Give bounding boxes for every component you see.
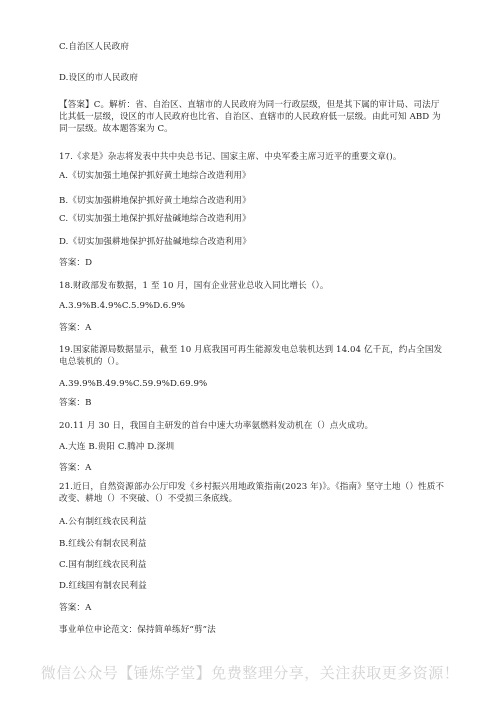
q20-stem: 20.11 月 30 日，我国自主研发的首台中速大功率氨燃料发动机在（）点火成功。 [59, 421, 374, 431]
q19-stem: 19.国家能源局数据显示，截至 10 月底我国可再生能源发电总装机达到 14.04 亿千瓦，约占全国发电总装机的（）。 [59, 345, 443, 367]
q17-option-d: D.《切实加强耕地保护抓好盐碱地综合改造利用》 [59, 237, 252, 247]
q17-option-c: C.《切实加强土地保护抓好盐碱地综合改造利用》 [59, 214, 251, 224]
q17-stem: 17.《求是》杂志将发表中共中央总书记、国家主席、中央军委主席习近平的重要文章()。 [59, 152, 402, 162]
q21-option-c: C.国有制红线农民利益 [59, 560, 147, 570]
q16-option-c: C.自治区人民政府 [59, 42, 130, 52]
q18-options: A.3.9%B.4.9%C.5.9%D.6.9% [59, 301, 186, 311]
q20-answer: 答案：A [59, 463, 92, 473]
q20-options: A.大连 B.贵阳 C.腾冲 D.深圳 [59, 442, 175, 452]
q21-stem: 21.近日，自然资源部办公厅印发《乡村振兴用地政策指南(2023 年)》。《指南》坚守土地（）性质不改变、耕地（）不突破、（）不受损三条底线。 [59, 482, 445, 504]
q19-options: A.39.9%B.49.9%C.59.9%D.69.9% [59, 379, 208, 389]
q16-option-d: D.设区的市人民政府 [59, 73, 139, 83]
watermark-text: 微信公众号【锤炼学堂】免费整理分享，关注获取更多资源！ [40, 664, 460, 682]
q21-option-a: A.公有制红线农民利益 [59, 517, 147, 527]
q21-answer: 答案：A [59, 603, 92, 613]
q18-answer: 答案：A [59, 323, 92, 333]
q17-option-a: A.《切实加强土地保护抓好黄土地综合改造利用》 [59, 171, 251, 181]
q18-stem: 18.财政部发布数据，1 至 10 月，国有企业营业总收入同比增长（）。 [59, 281, 329, 291]
q21-option-d: D.红线国有制农民利益 [59, 581, 147, 591]
section-title: 事业单位申论范文：保持简单练好“剪”法 [59, 625, 216, 635]
q19-answer: 答案：B [59, 398, 92, 408]
q17-answer: 答案：D [59, 258, 93, 268]
q16-analysis: 【答案】C。解析：省、自治区、直辖市的人民政府为同一行政层级，但是其下属的审计局、司法厅比其低一层级，设区的市人民政府也比省、自治区、直辖市的人民政府低一层级。由此可知 ABD 为同一层级。故本题答案为 C。 [59, 100, 441, 134]
q17-option-b: B.《切实加强耕地保护抓好黄土地综合改造利用》 [59, 196, 251, 206]
q21-option-b: B.红线公有制农民利益 [59, 539, 147, 549]
